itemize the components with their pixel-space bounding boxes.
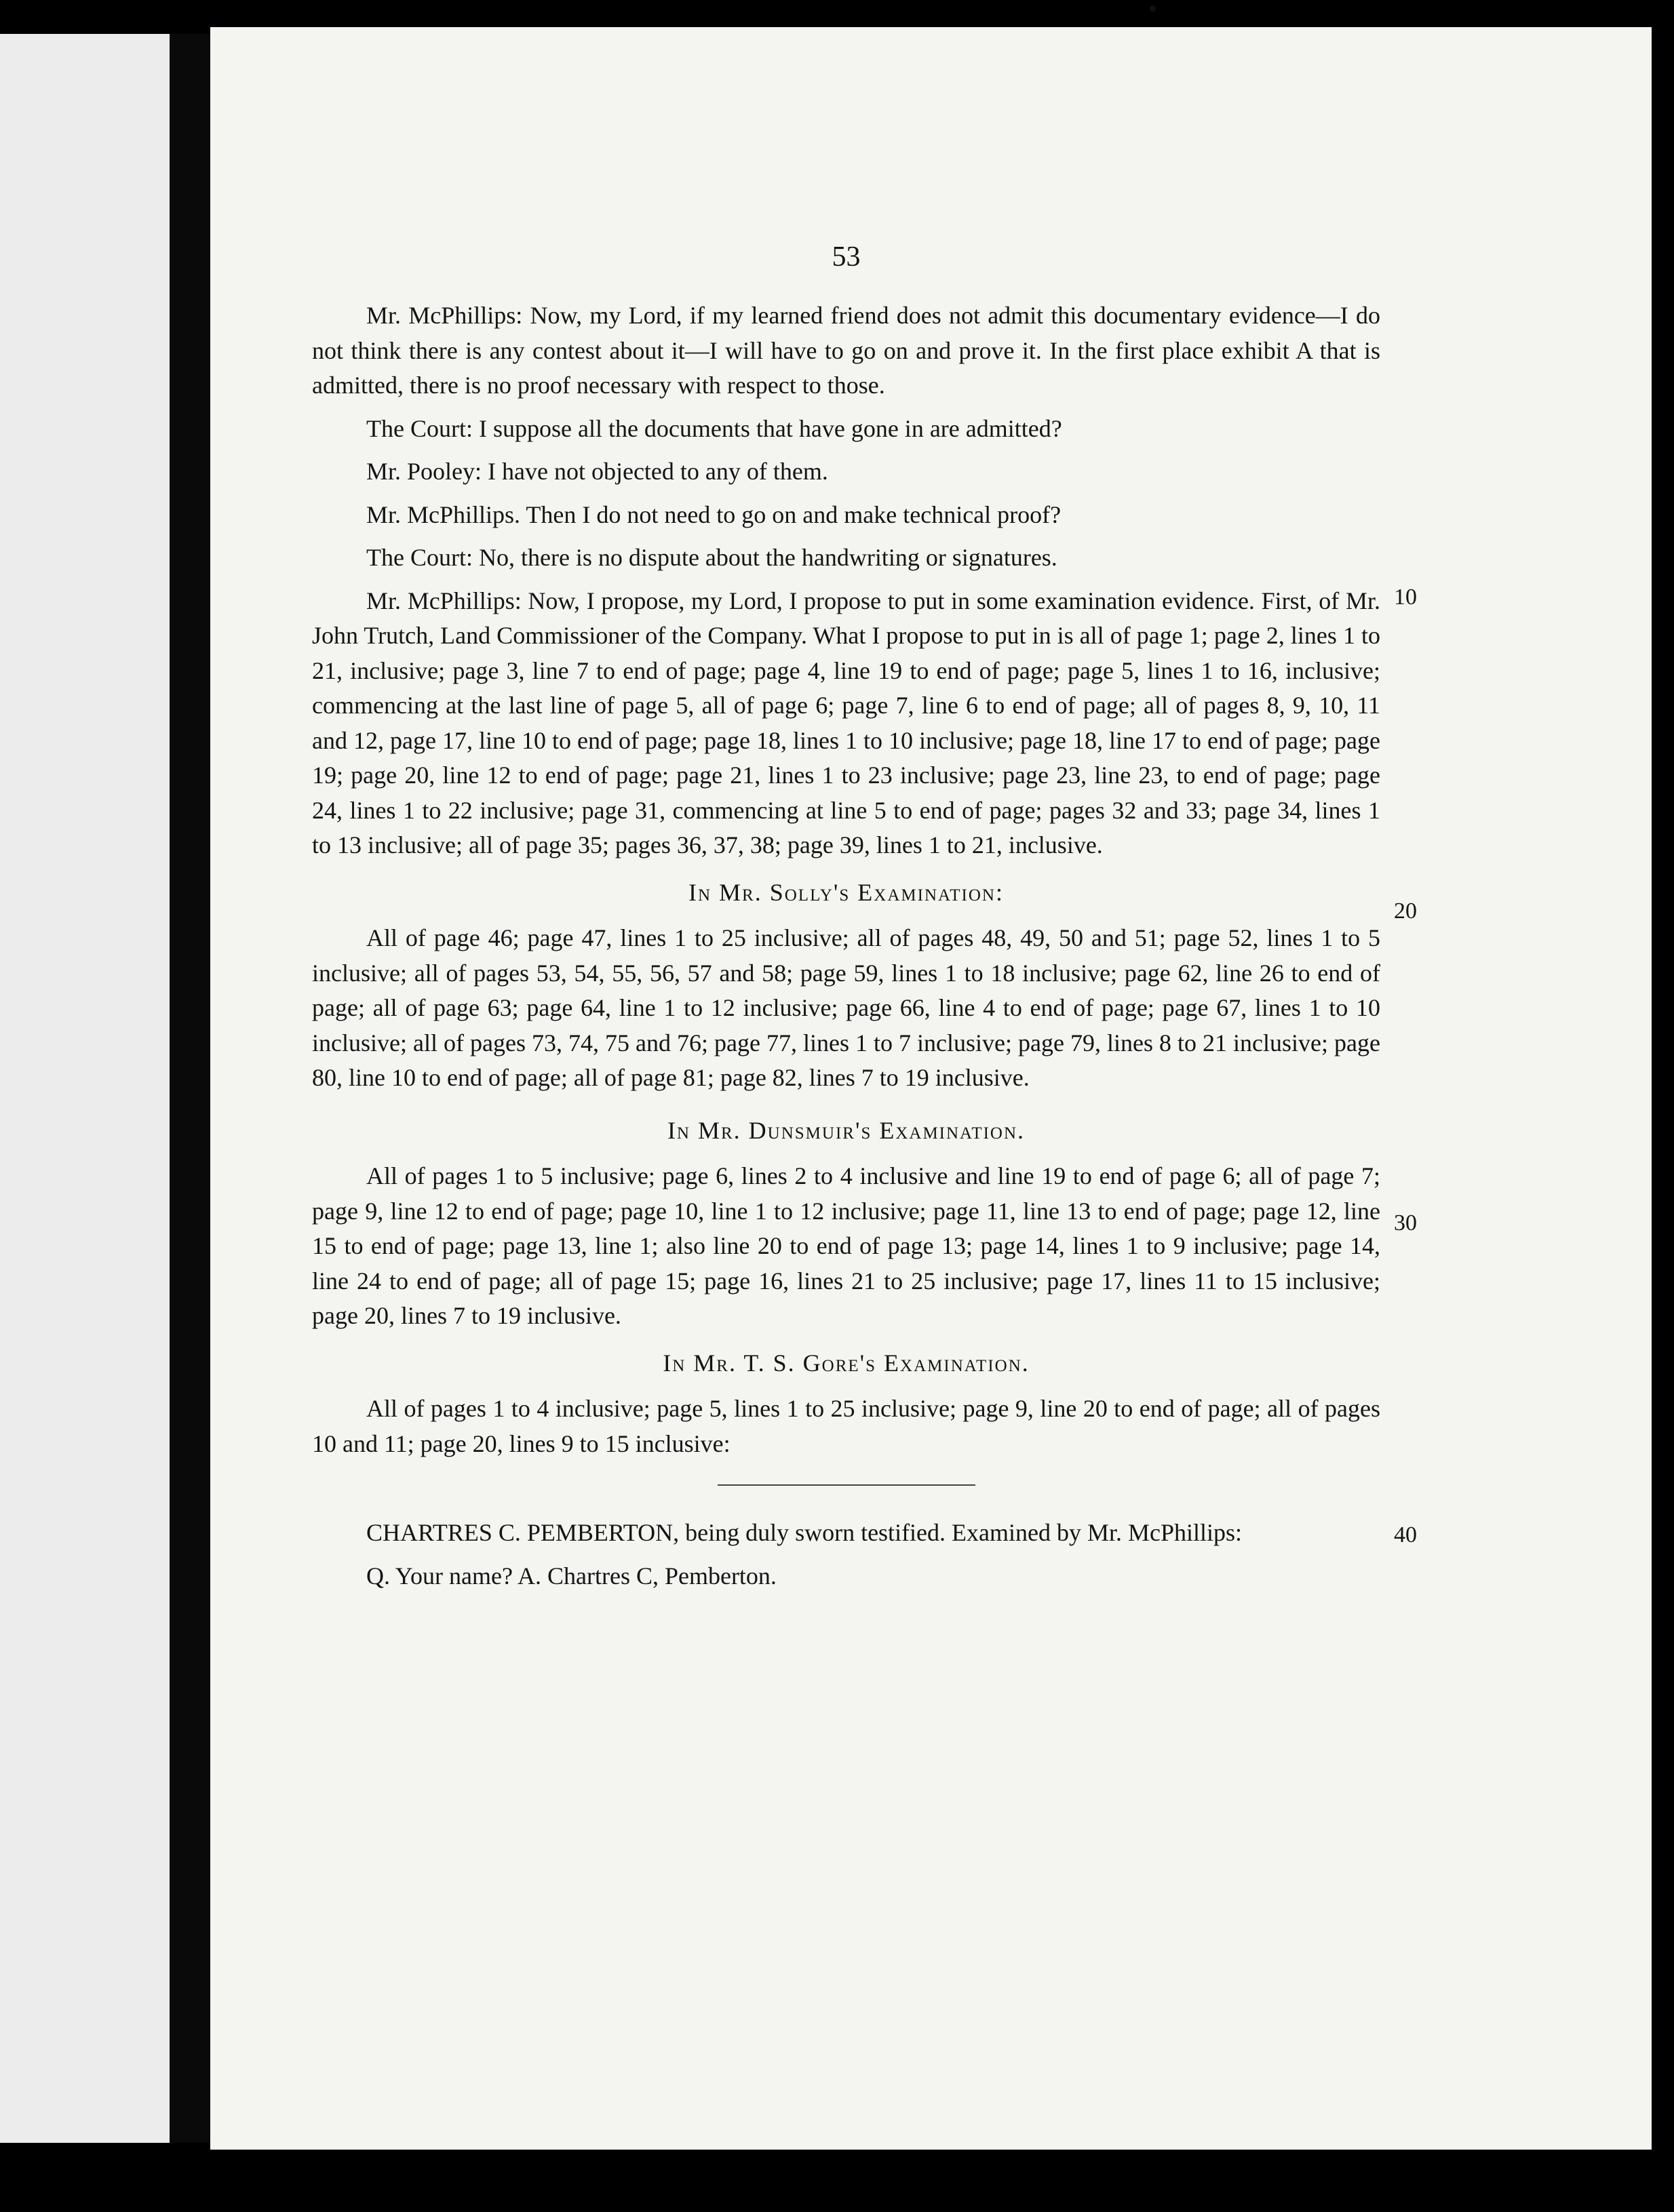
testimony-intro: CHARTRES C. PEMBERTON, being duly sworn testified. Examined by Mr. McPhillips:: [366, 1519, 1243, 1546]
section-text-gore: All of pages 1 to 4 inclusive; page 5, lines 1 to 25 inclusive; page 9, line 20 to end of page; all of pages 10 and 11; page 20, lines 9 to 15 inclusive:: [312, 1395, 1380, 1457]
paragraph-mcphillips-technical-proof: Mr. McPhillips. Then I do not need to go on and make technical proof?: [366, 500, 1062, 528]
page-body: [312, 298, 1380, 1594]
paragraph-mcphillips-examination-evidence: Mr. McPhillips: Now, I propose, my Lord, I propose to put in some examination evidence. First, of Mr. John Trutch, Land Commissioner of the Company. What I propose to put in is all of page 1; page 2, lines 1 to 21, inclusive; page 3, line 7 to end of page; page 4, line 19 to end of page; page 5, lines 1 to 16, inclusive; commencing at the last line of page 5, all of page 6; page 7, line 6 to end of page; all of pages 8, 9, 10, 11 and 12, page 17, line 10 to end of page; page 18, lines 1 to 10 inclusive; page 18, line 17 to end of page; page 19; page 20, line 12 to end of page; page 21, lines 1 to 23 inclusive; page 23, line 23, to end of page; page 24, lines 1 to 22 inclusive; page 31, commencing at line 5 to end of page; pages 32 and 33; page 34, lines 1 to 13 inclusive; all of page 35; pages 36, 37, 38; page 39, lines 1 to 21, inclusive.: [312, 587, 1380, 858]
paragraph-court-handwriting: The Court: No, there is no dispute about the handwriting or signatures.: [366, 544, 1057, 571]
margin-line-number-30: 30: [1394, 1210, 1417, 1236]
section-text-solly: All of page 46; page 47, lines 1 to 25 inclusive; all of pages 48, 49, 50 and 51; page 52, lines 1 to 5 inclusive; all of pages 53, 54, 55, 56, 57 and 58; page 59, lines 1 to 18 inclusive; page 62, line 26 to end of page; all of page 63; page 64, line 1 to 12 inclusive; page 66, line 4 to end of page; page 67, lines 1 to 10 inclusive; all of pages 73, 74, 75 and 76; page 77, lines 1 to 7 inclusive; page 79, lines 8 to 21 inclusive; page 80, line 10 to end of page; all of page 81; page 82, lines 7 to 19 inclusive.: [312, 924, 1380, 1091]
paragraph-pooley-objection: Mr. Pooley: I have not objected to any of them.: [366, 458, 828, 485]
paragraph-mcphillips-documentary: Mr. McPhillips: Now, my Lord, if my learned friend does not admit this documentary evidence—I do not think there is any contest about it—I will have to go on and prove it. In the first place exhibit A that is admitted, there is no proof necessary with respect to those.: [312, 302, 1380, 399]
section-heading-dunsmuir: In Mr. Dunsmuir's Examination.: [667, 1116, 1026, 1144]
section-heading-gore: In Mr. T. S. Gore's Examination.: [663, 1349, 1030, 1377]
book-gutter: [170, 34, 210, 2143]
testimony-question-answer: Q. Your name? A. Chartres C, Pemberton.: [366, 1562, 777, 1589]
document-page: [210, 27, 1652, 2150]
speck-mark: [1150, 5, 1156, 12]
margin-line-number-20: 20: [1394, 898, 1417, 924]
paragraph-court-admitted: The Court: I suppose all the documents that have gone in are admitted?: [366, 414, 1062, 442]
section-text-dunsmuir: All of pages 1 to 5 inclusive; page 6, lines 2 to 4 inclusive and line 19 to end of page 6; all of page 7; page 9, line 12 to end of page; page 10, line 1 to 12 inclusive; page 11, line 13 to end of page; page 12, line 15 to end of page; page 13, line 1; also line 20 to end of page 13; page 14, lines 1 to 9 inclusive; page 14, line 24 to end of page; all of page 15; page 16, lines 21 to 25 inclusive; page 17, lines 11 to 15 inclusive; page 20, lines 7 to 19 inclusive.: [312, 1162, 1380, 1329]
page-number: 53: [832, 241, 861, 273]
margin-line-number-10: 10: [1394, 585, 1417, 610]
facing-page-edge: [0, 34, 170, 2143]
section-divider: [718, 1484, 975, 1486]
section-heading-solly: In Mr. Solly's Examination:: [688, 878, 1004, 906]
margin-line-number-40: 40: [1394, 1522, 1417, 1547]
